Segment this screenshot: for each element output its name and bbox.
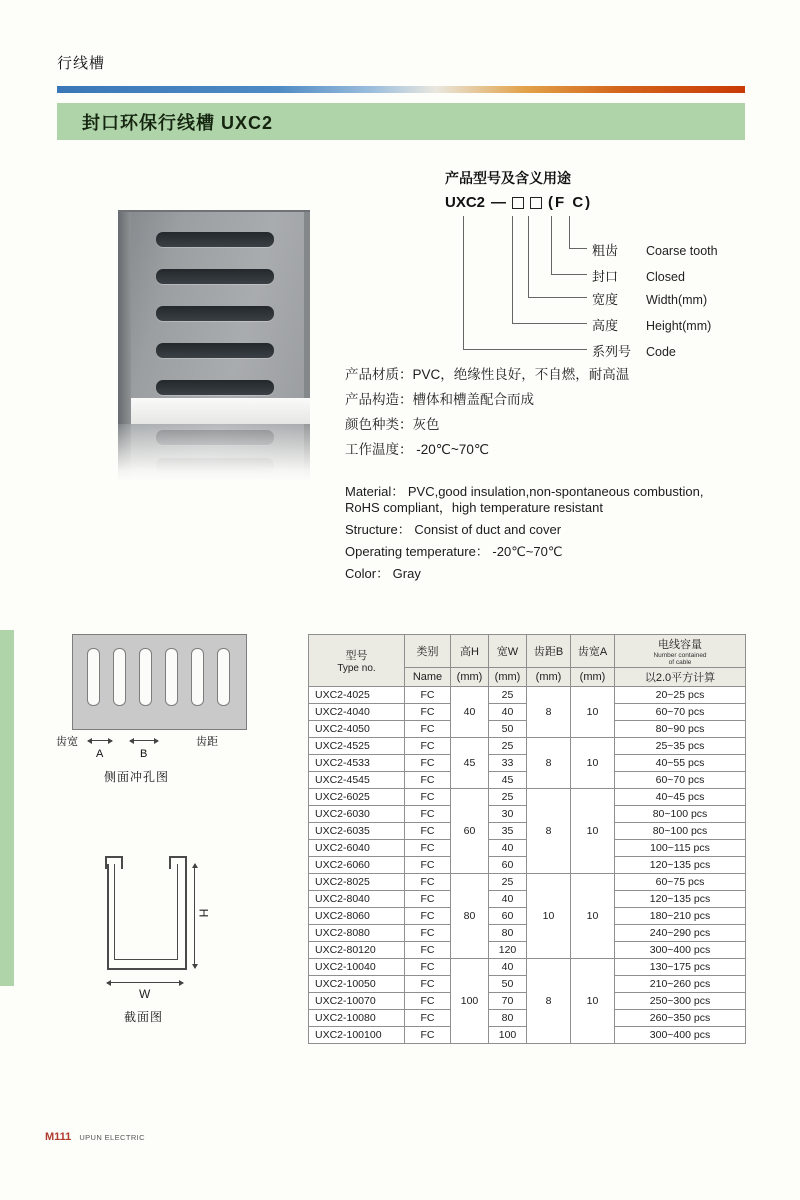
punch-slot	[139, 648, 152, 706]
header-height-unit: (mm)	[451, 668, 489, 687]
header-width: 宽W	[489, 635, 527, 668]
model-label-height	[592, 315, 711, 334]
cell-tooth: 10	[571, 959, 615, 1044]
cell-capacity: 120~135 pcs	[615, 857, 746, 874]
cell-capacity: 300~400 pcs	[615, 1027, 746, 1044]
cell-name: FC	[405, 976, 451, 993]
cell-capacity: 300~400 pcs	[615, 942, 746, 959]
cell-height: 45	[451, 738, 489, 789]
header-capacity-en1: Number contained	[653, 652, 707, 659]
model-code-dash: —	[491, 194, 507, 211]
cell-capacity: 20~25 pcs	[615, 687, 746, 704]
cell-capacity: 80~90 pcs	[615, 721, 746, 738]
punch-slot	[217, 648, 230, 706]
cell-width: 40	[489, 891, 527, 908]
model-label-coarse-tooth	[592, 240, 718, 259]
cell-width: 45	[489, 772, 527, 789]
model-code-suffix: (F C)	[548, 194, 593, 211]
section-left-lip	[105, 856, 123, 869]
cell-width: 25	[489, 687, 527, 704]
spec-color-cn: 颜色种类：灰色	[345, 417, 440, 432]
spec-temperature-cn: 工作温度： -20℃~70℃	[345, 442, 489, 457]
cell-width: 40	[489, 959, 527, 976]
cell-capacity: 60~70 pcs	[615, 772, 746, 789]
spec-color-en: Color： Gray	[345, 566, 421, 581]
spec-structure-cn: 产品构造：槽体和槽盖配合而成	[345, 392, 534, 407]
cell-name: FC	[405, 738, 451, 755]
header-type	[309, 635, 405, 687]
cell-capacity: 60~70 pcs	[615, 704, 746, 721]
model-code	[445, 194, 592, 211]
cell-type: UXC2-80120	[309, 942, 405, 959]
sidebar-accent-strip	[0, 630, 14, 986]
spec-structure-en: Structure： Consist of duct and cover	[345, 522, 562, 537]
duct-slot	[156, 306, 274, 321]
cell-width: 120	[489, 942, 527, 959]
model-code-series: UXC2	[445, 194, 486, 211]
section-inner-wall	[114, 864, 178, 960]
cell-width: 40	[489, 704, 527, 721]
table-row	[309, 874, 746, 891]
dimension-h-label: H	[196, 908, 211, 918]
cell-width: 33	[489, 755, 527, 772]
cell-name: FC	[405, 1010, 451, 1027]
spec-material-en2: RoHS compliant，high temperature resistant	[345, 500, 603, 515]
cell-tooth: 10	[571, 789, 615, 874]
cell-capacity: 80~100 pcs	[615, 823, 746, 840]
tooth-pitch-label: 齿距	[196, 736, 218, 748]
cell-type: UXC2-6025	[309, 789, 405, 806]
cell-name: FC	[405, 823, 451, 840]
section-diagram-caption: 截面图	[124, 1010, 164, 1024]
header-pitch: 齿距B	[527, 635, 571, 668]
cell-width: 80	[489, 1010, 527, 1027]
cell-capacity: 60~75 pcs	[615, 874, 746, 891]
cell-capacity: 100~115 pcs	[615, 840, 746, 857]
header-type-cn: 型号	[345, 650, 368, 662]
cell-name: FC	[405, 925, 451, 942]
cell-name: FC	[405, 874, 451, 891]
cell-pitch: 8	[527, 789, 571, 874]
cell-capacity: 180~210 pcs	[615, 908, 746, 925]
cell-type: UXC2-4040	[309, 704, 405, 721]
duct-slot	[156, 380, 274, 395]
dimension-b-arrow	[130, 740, 158, 741]
cell-height: 60	[451, 789, 489, 874]
spec-temperature-en: Operating temperature： -20℃~70℃	[345, 544, 563, 559]
cell-capacity: 80~100 pcs	[615, 806, 746, 823]
dimension-w-arrow	[107, 982, 183, 983]
header-category-sub: Name	[405, 668, 451, 687]
header-tooth-unit: (mm)	[571, 668, 615, 687]
cell-capacity: 250~300 pcs	[615, 993, 746, 1010]
label-cn: 系列号	[592, 344, 632, 359]
cell-name: FC	[405, 1027, 451, 1044]
cell-capacity: 260~350 pcs	[615, 1010, 746, 1027]
section-title-bar	[57, 103, 745, 140]
footer-brand: UPUN ELECTRIC	[79, 1133, 145, 1142]
connector-code	[463, 216, 587, 350]
model-diagram-heading: 产品型号及含义用途	[445, 170, 571, 186]
cell-capacity: 130~175 pcs	[615, 959, 746, 976]
header-pitch-unit: (mm)	[527, 668, 571, 687]
label-cn: 粗齿	[592, 243, 619, 258]
cell-type: UXC2-6040	[309, 840, 405, 857]
model-box-height	[512, 197, 524, 209]
cell-name: FC	[405, 993, 451, 1010]
cell-width: 40	[489, 840, 527, 857]
spec-material-cn: 产品材质：PVC，绝缘性良好，不自燃，耐高温	[345, 367, 630, 382]
cell-type: UXC2-6060	[309, 857, 405, 874]
cell-capacity: 40~45 pcs	[615, 789, 746, 806]
label-en: Width(mm)	[646, 293, 708, 307]
side-punch-diagram	[72, 634, 247, 730]
cell-name: FC	[405, 908, 451, 925]
cell-pitch: 8	[527, 738, 571, 789]
page-footer	[45, 1131, 145, 1143]
cell-type: UXC2-4545	[309, 772, 405, 789]
cell-type: UXC2-8080	[309, 925, 405, 942]
spec-table-body	[309, 687, 746, 1044]
cell-name: FC	[405, 891, 451, 908]
cell-height: 40	[451, 687, 489, 738]
dimension-b-label: B	[140, 748, 148, 760]
cell-capacity: 240~290 pcs	[615, 925, 746, 942]
duct-cover-band	[131, 398, 310, 424]
header-type-en: Type no.	[337, 663, 376, 674]
cell-width: 25	[489, 789, 527, 806]
cell-width: 50	[489, 976, 527, 993]
label-cn: 高度	[592, 318, 619, 333]
specs-chinese	[345, 362, 629, 462]
punch-slot	[191, 648, 204, 706]
cell-name: FC	[405, 857, 451, 874]
dimension-a-arrow	[88, 740, 112, 741]
header-capacity-en2: of cable	[668, 659, 692, 666]
footer-page-code: M111	[45, 1131, 72, 1143]
cell-type: UXC2-4050	[309, 721, 405, 738]
cell-width: 30	[489, 806, 527, 823]
cell-pitch: 10	[527, 874, 571, 959]
cell-type: UXC2-6030	[309, 806, 405, 823]
photo-reflection-fade	[118, 424, 310, 482]
cell-width: 35	[489, 823, 527, 840]
cell-width: 60	[489, 908, 527, 925]
cell-width: 60	[489, 857, 527, 874]
product-photo	[118, 210, 310, 482]
dimension-a-label: A	[96, 748, 104, 760]
cell-tooth: 10	[571, 738, 615, 789]
header-tooth: 齿宽A	[571, 635, 615, 668]
cell-name: FC	[405, 840, 451, 857]
cell-name: FC	[405, 942, 451, 959]
cell-width: 25	[489, 738, 527, 755]
table-row	[309, 959, 746, 976]
model-box-width	[530, 197, 542, 209]
cell-type: UXC2-100100	[309, 1027, 405, 1044]
cell-capacity: 120~135 pcs	[615, 891, 746, 908]
label-en: Code	[646, 345, 676, 359]
cell-type: UXC2-4025	[309, 687, 405, 704]
cell-width: 50	[489, 721, 527, 738]
cell-tooth: 10	[571, 687, 615, 738]
cell-name: FC	[405, 772, 451, 789]
cell-name: FC	[405, 721, 451, 738]
label-en: Closed	[646, 270, 685, 284]
header-capacity	[615, 635, 746, 668]
cell-name: FC	[405, 704, 451, 721]
cell-width: 70	[489, 993, 527, 1010]
cell-tooth: 10	[571, 874, 615, 959]
page-title: 封口环保行线槽 UXC2	[82, 112, 274, 133]
header-capacity-cn: 电线容量	[658, 639, 702, 651]
header-height: 高H	[451, 635, 489, 668]
cell-height: 100	[451, 959, 489, 1044]
cell-pitch: 8	[527, 687, 571, 738]
cell-width: 25	[489, 874, 527, 891]
cell-type: UXC2-4525	[309, 738, 405, 755]
spec-table	[308, 634, 746, 1044]
model-label-closed	[592, 266, 685, 285]
cell-width: 80	[489, 925, 527, 942]
specs-english	[345, 484, 703, 582]
cell-width: 100	[489, 1027, 527, 1044]
punch-slot	[113, 648, 126, 706]
table-row	[309, 687, 746, 704]
punch-slot	[87, 648, 100, 706]
dimension-w-label: W	[139, 987, 151, 1001]
label-cn: 宽度	[592, 292, 619, 307]
cell-name: FC	[405, 755, 451, 772]
label-en: Coarse tooth	[646, 244, 718, 258]
cell-type: UXC2-10040	[309, 959, 405, 976]
accent-gradient-bar	[57, 86, 745, 93]
cell-type: UXC2-10070	[309, 993, 405, 1010]
header-width-unit: (mm)	[489, 668, 527, 687]
cell-name: FC	[405, 687, 451, 704]
cell-pitch: 8	[527, 959, 571, 1044]
cell-name: FC	[405, 789, 451, 806]
table-row	[309, 738, 746, 755]
cell-capacity: 25~35 pcs	[615, 738, 746, 755]
model-label-width	[592, 289, 707, 308]
duct-slot	[156, 343, 274, 358]
dimension-h-arrow	[194, 864, 195, 968]
model-label-code	[592, 341, 676, 360]
page-category: 行线槽	[57, 55, 106, 72]
cell-type: UXC2-8060	[309, 908, 405, 925]
cell-name: FC	[405, 959, 451, 976]
cell-type: UXC2-10080	[309, 1010, 405, 1027]
label-en: Height(mm)	[646, 319, 712, 333]
header-capacity-note: 以2.0平方计算	[615, 668, 746, 687]
cell-height: 80	[451, 874, 489, 959]
cell-type: UXC2-10050	[309, 976, 405, 993]
table-row	[309, 789, 746, 806]
section-right-lip	[169, 856, 187, 869]
header-category: 类别	[405, 635, 451, 668]
cell-type: UXC2-8025	[309, 874, 405, 891]
cell-type: UXC2-4533	[309, 755, 405, 772]
cell-type: UXC2-6035	[309, 823, 405, 840]
cell-name: FC	[405, 806, 451, 823]
punch-slot	[165, 648, 178, 706]
tooth-width-label: 齿宽	[56, 736, 78, 748]
cell-capacity: 40~55 pcs	[615, 755, 746, 772]
cell-type: UXC2-8040	[309, 891, 405, 908]
cell-capacity: 210~260 pcs	[615, 976, 746, 993]
spec-material-en: Material： PVC,good insulation,non-spontaneous combustion,	[345, 484, 704, 499]
label-cn: 封口	[592, 269, 619, 284]
duct-slot	[156, 269, 274, 284]
duct-slot	[156, 232, 274, 247]
side-diagram-caption: 侧面冲孔图	[104, 770, 170, 784]
